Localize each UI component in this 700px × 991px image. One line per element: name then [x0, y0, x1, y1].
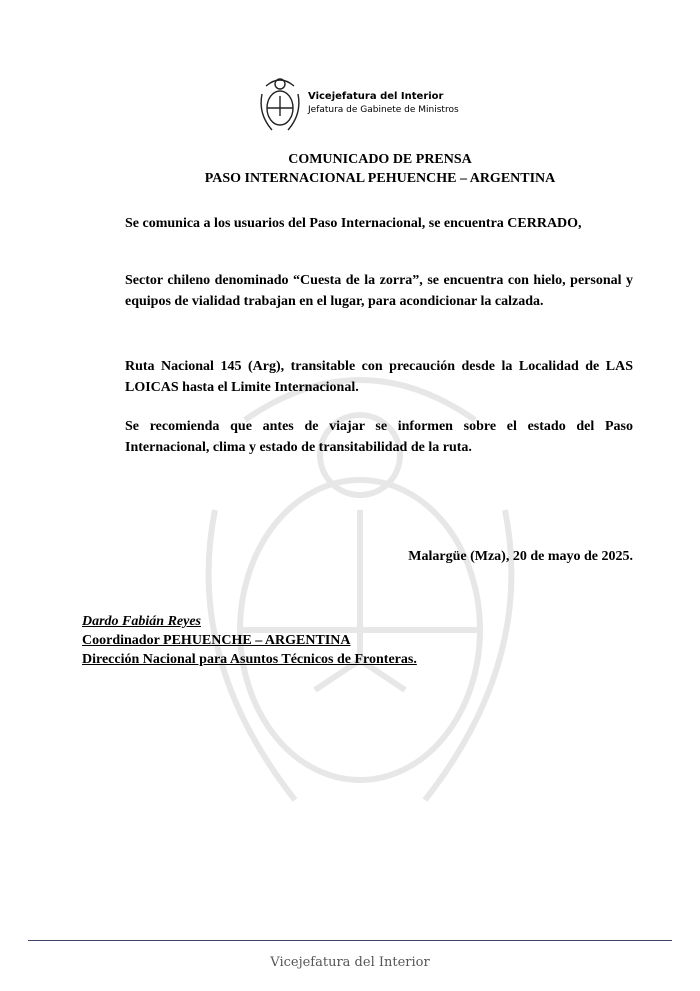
date-line: Malargüe (Mza), 20 de mayo de 2025. — [408, 549, 633, 564]
paragraph-route-145: Ruta Nacional 145 (Arg), transitable con precaución desde la Localidad de LAS LOICAS hasta el Limite Internacional. — [125, 359, 633, 395]
letterhead — [258, 72, 518, 142]
document-subtitle: PASO INTERNACIONAL PEHUENCHE – ARGENTINA — [204, 171, 556, 186]
org-subtitle: Jefatura de Gabinete de Ministros — [308, 105, 459, 115]
signature-block — [82, 612, 417, 669]
signatory-name: Dardo Fabián Reyes — [82, 614, 201, 629]
footer-text: Vicejefatura del Interior — [270, 955, 430, 970]
paragraph-chile-sector: Sector chileno denominado “Cuesta de la zorra”, se encuentra con hielo, personal y equipos de vialidad trabajan en el lugar, para acondicionar la calzada. — [125, 273, 633, 309]
signatory-office: Dirección Nacional para Asuntos Técnicos de Fronteras. — [82, 652, 417, 667]
document-titles — [60, 150, 700, 188]
coat-of-arms-icon — [258, 72, 302, 136]
footer-divider — [28, 940, 672, 941]
paragraph-recommendation: Se recomienda que antes de viajar se informen sobre el estado del Paso Internacional, clima y estado de transitabilidad de la ruta. — [125, 419, 633, 455]
org-title: Vicejefatura del Interior — [308, 91, 444, 102]
signatory-role: Coordinador PEHUENCHE – ARGENTINA — [82, 633, 351, 648]
paragraph-closure: Se comunica a los usuarios del Paso Internacional, se encuentra CERRADO, — [125, 216, 582, 231]
document-title: COMUNICADO DE PRENSA — [288, 152, 472, 167]
